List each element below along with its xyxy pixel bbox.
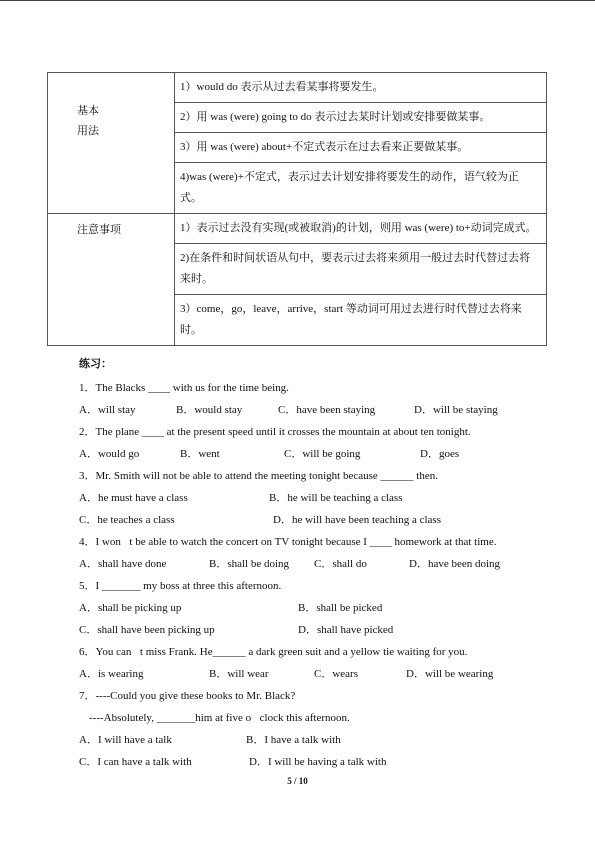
option: C．shall have been picking up	[79, 624, 215, 636]
notes-header-cell: 注意事项	[48, 214, 175, 346]
question-stem: 6．You can t miss Frank. He______ a dark green suit and a yellow tie waiting for you.	[79, 646, 468, 658]
option: B．will wear	[209, 668, 269, 680]
option: D．shall have picked	[298, 624, 394, 636]
option-row	[79, 729, 549, 751]
option: C．he teaches a class	[79, 514, 175, 526]
option: D．goes	[420, 448, 460, 460]
exercise-section	[79, 355, 549, 773]
option-row	[79, 509, 549, 531]
usage-header-line1: 基本	[77, 105, 99, 117]
option: B．he will be teaching a class	[269, 492, 403, 504]
usage-table	[47, 72, 547, 346]
option: A．will stay	[79, 404, 136, 416]
option-row	[79, 597, 549, 619]
question-stem: 5．I _______ my boss at three this afternoon.	[79, 580, 282, 592]
option: B．shall be doing	[209, 558, 290, 570]
usage-header-line2: 用法	[77, 125, 99, 137]
notes-item: 2)在条件和时间状语从句中，要表示过去将来须用一般过去时代替过去将来时。	[175, 244, 547, 295]
option: A．shall be picking up	[79, 602, 182, 614]
notes-item: 3）come，go，leave，arrive，start 等动词可用过去进行时代替过去将来时。	[175, 295, 547, 346]
option: A．would go	[79, 448, 140, 460]
option: D．have been doing	[409, 558, 501, 570]
header-rule	[0, 0, 595, 1]
usage-header-cell	[48, 73, 175, 214]
option: C．shall do	[314, 558, 367, 570]
question-stem: 7．----Could you give these books to Mr. Black?	[79, 690, 296, 702]
exercise-title: 练习：	[79, 358, 112, 370]
notes-item: 1）表示过去没有实现(或被取消)的计划，则用 was (were) to+动词完成式。	[175, 214, 547, 244]
option: C．will be going	[284, 448, 361, 460]
usage-item: 2）用 was (were) going to do 表示过去某时计划或安排要做某事。	[175, 103, 547, 133]
question-stem: 1．The Blacks ____ with us for the time being.	[79, 382, 289, 394]
option: B．went	[180, 448, 220, 460]
option: B．I have a talk with	[246, 734, 341, 746]
option: A．he must have a class	[79, 492, 188, 504]
option-row	[79, 399, 549, 421]
option: B．shall be picked	[298, 602, 383, 614]
option-row	[79, 619, 549, 641]
question-stem: 4．I won t be able to watch the concert on TV tonight because I ____ homework at that time.	[79, 536, 497, 548]
option-row	[79, 443, 549, 465]
option: D．will be wearing	[406, 668, 494, 680]
option-row	[79, 751, 549, 773]
usage-item: 4)was (were)+不定式，表示过去计划安排将要发生的动作，语气较为正式。	[175, 163, 547, 214]
option: D．he will have been teaching a class	[273, 514, 441, 526]
option: B．would stay	[176, 404, 243, 416]
option-row	[79, 553, 549, 575]
option: A．I will have a talk	[79, 734, 172, 746]
option: D．will be staying	[414, 404, 498, 416]
option: C．wears	[314, 668, 358, 680]
option: A．is wearing	[79, 668, 144, 680]
option-row	[79, 487, 549, 509]
option-row	[79, 663, 549, 685]
option: C．I can have a talk with	[79, 756, 192, 768]
usage-item: 3）用 was (were) about+不定式表示在过去看来正要做某事。	[175, 133, 547, 163]
option: D．I will be having a talk with	[249, 756, 387, 768]
page-number: 5 / 10	[287, 776, 308, 786]
question-stem: 2．The plane ____ at the present speed until it crosses the mountain at about ten tonight.	[79, 426, 471, 438]
question-stem: 3．Mr. Smith will not be able to attend the meeting tonight because ______ then.	[79, 470, 438, 482]
option: C．have been staying	[278, 404, 376, 416]
usage-item: 1）would do 表示从过去看某事将要发生。	[175, 73, 547, 103]
option: A．shall have done	[79, 558, 167, 570]
question-stem-line2: ----Absolutely, _______him at five o clock this afternoon.	[89, 712, 350, 724]
